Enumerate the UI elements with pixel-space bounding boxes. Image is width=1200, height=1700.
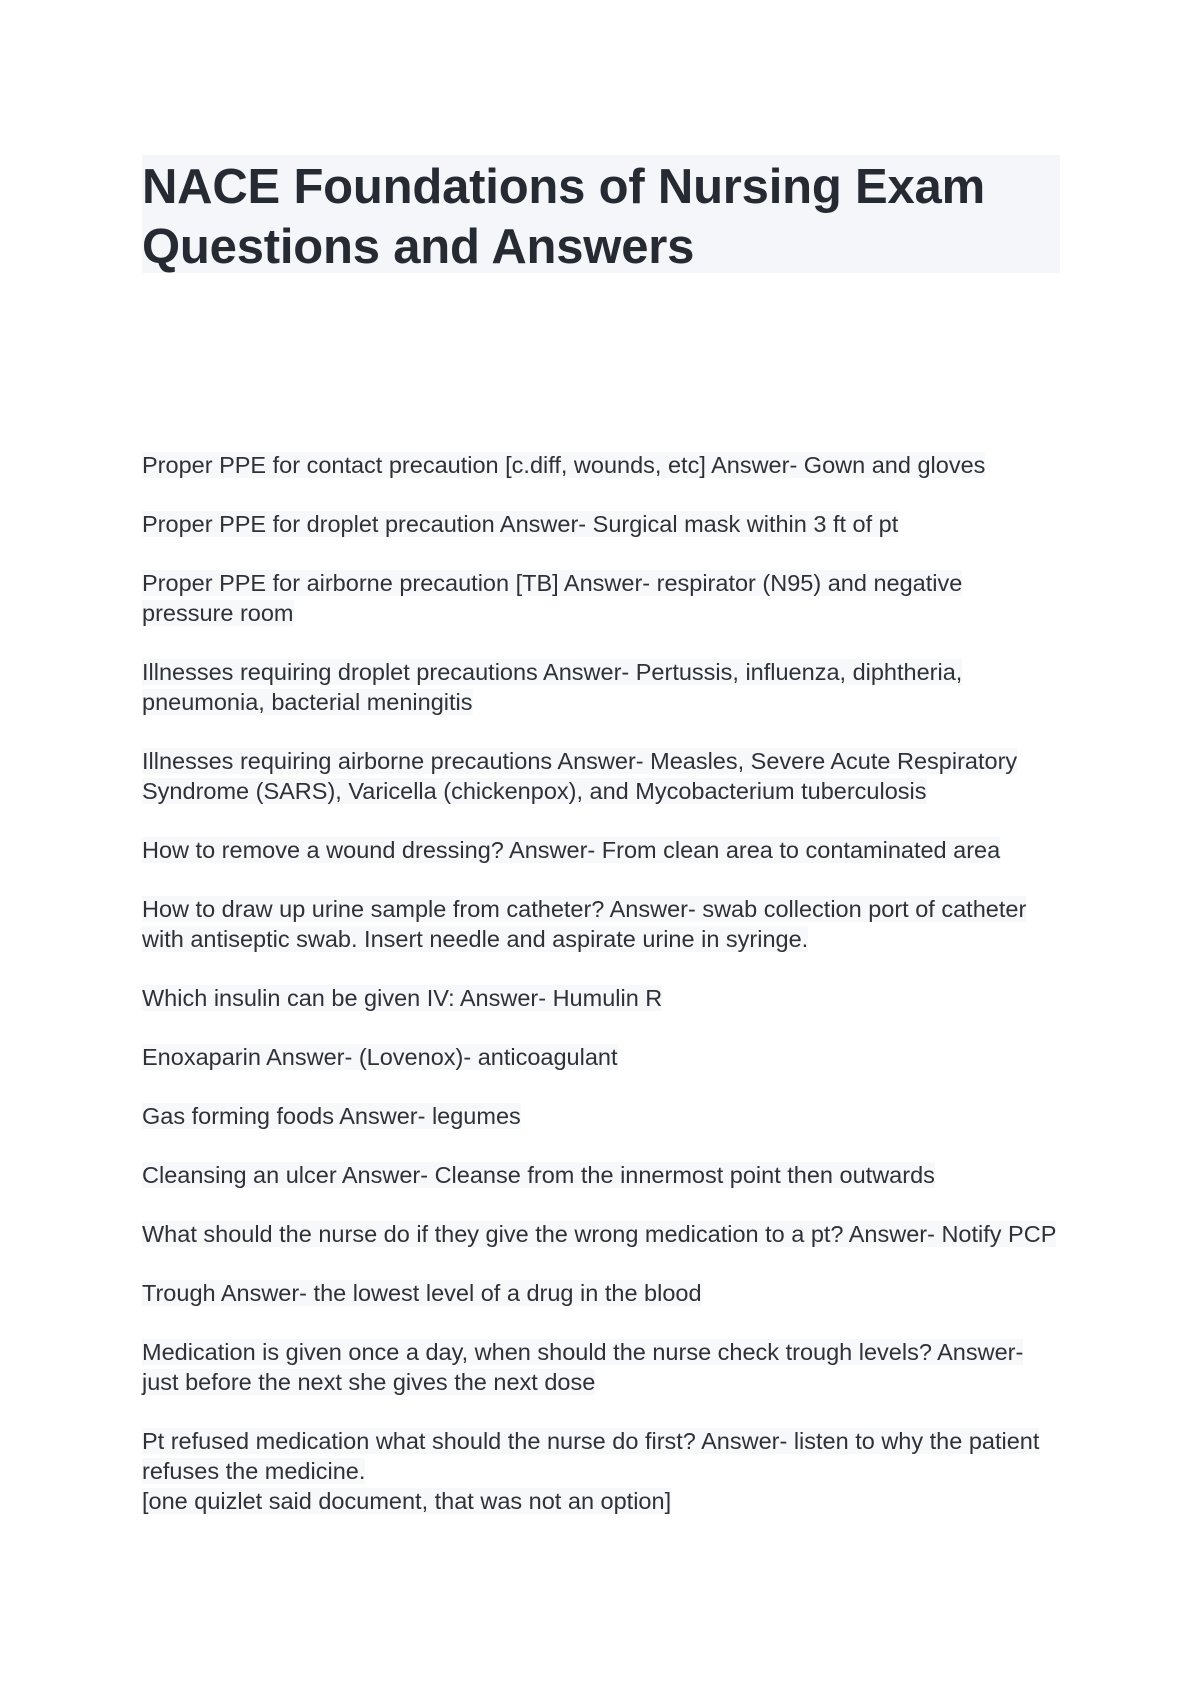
- qa-text: Medication is given once a day, when should the nurse check trough levels? Answer- just before the next she gives the next dose: [142, 1339, 1024, 1395]
- qa-text: Pt refused medication what should the nurse do first? Answer- listen to why the patient refuses the medicine. [one quizlet said document, that was not an option]: [142, 1428, 1040, 1514]
- qa-text: Gas forming foods Answer- legumes: [142, 1103, 521, 1129]
- qa-text: Proper PPE for droplet precaution Answer- Surgical mask within 3 ft of pt: [142, 511, 899, 537]
- qa-text: Enoxaparin Answer- (Lovenox)- anticoagulant: [142, 1044, 618, 1070]
- qa-item: [142, 1042, 1067, 1072]
- qa-item: [142, 1426, 1067, 1516]
- qa-text: Proper PPE for contact precaution [c.diff, wounds, etc] Answer- Gown and gloves: [142, 452, 986, 478]
- qa-item: [142, 450, 1067, 480]
- document-title: NACE Foundations of Nursing Exam Questions and Answers: [142, 160, 985, 274]
- qa-item: [142, 1101, 1067, 1131]
- qa-text: What should the nurse do if they give the wrong medication to a pt? Answer- Notify PCP: [142, 1221, 1057, 1247]
- qa-text: Proper PPE for airborne precaution [TB] Answer- respirator (N95) and negative pressure room: [142, 570, 963, 626]
- qa-item: [142, 1337, 1067, 1397]
- qa-item: [142, 509, 1067, 539]
- qa-item: [142, 746, 1067, 806]
- qa-item: [142, 657, 1067, 717]
- qa-text: Which insulin can be given IV: Answer- Humulin R: [142, 985, 663, 1011]
- qa-text: Illnesses requiring airborne precautions Answer- Measles, Severe Acute Respiratory Syndrome (SARS), Varicella (chickenpox), and Mycobacterium tuberculosis: [142, 748, 1018, 804]
- qa-list: [142, 450, 1067, 1545]
- qa-item: [142, 983, 1067, 1013]
- qa-text: Cleansing an ulcer Answer- Cleanse from the innermost point then outwards: [142, 1162, 935, 1188]
- title-block: [142, 155, 1060, 273]
- qa-item: [142, 894, 1067, 954]
- qa-item: [142, 1219, 1067, 1249]
- qa-item: [142, 835, 1067, 865]
- qa-item: [142, 568, 1067, 628]
- qa-item: [142, 1278, 1067, 1308]
- qa-text: Trough Answer- the lowest level of a drug in the blood: [142, 1280, 702, 1306]
- qa-item: [142, 1160, 1067, 1190]
- qa-text: How to remove a wound dressing? Answer- From clean area to contaminated area: [142, 837, 1001, 863]
- qa-text: Illnesses requiring droplet precautions Answer- Pertussis, influenza, diphtheria, pneumonia, bacterial meningitis: [142, 659, 963, 715]
- qa-text: How to draw up urine sample from catheter? Answer- swab collection port of catheter with antiseptic swab. Insert needle and aspirate urine in syringe.: [142, 896, 1027, 952]
